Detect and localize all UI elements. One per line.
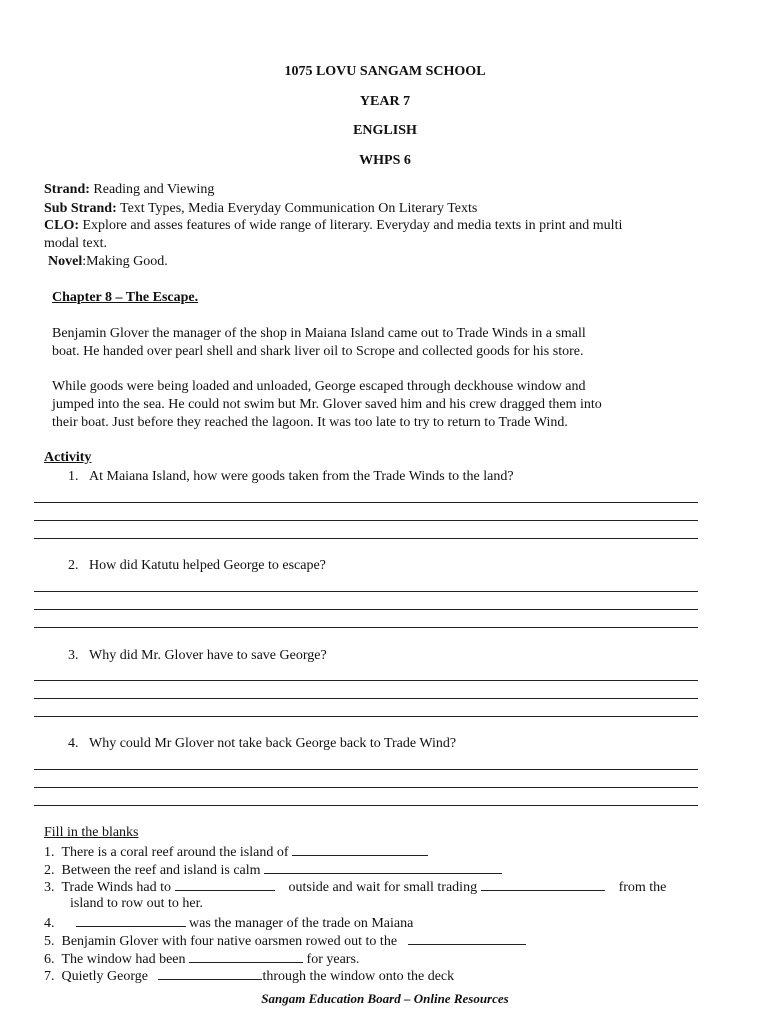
answer-line[interactable] — [34, 502, 698, 503]
para2-line2: jumped into the sea. He could not swim but Mr. Glover saved him and his crew dragged them into — [52, 397, 602, 412]
strand-label: Strand: — [44, 182, 90, 197]
fill-number: 1. — [44, 845, 55, 860]
question-text: How did Katutu helped George to escape? — [89, 558, 326, 573]
blank-field[interactable] — [189, 950, 303, 963]
fill-text: through the window onto the deck — [262, 969, 455, 984]
fill-item-4 — [44, 914, 413, 932]
question-number: 1. — [68, 469, 79, 484]
question-2 — [68, 558, 326, 574]
question-4 — [68, 736, 456, 752]
answer-line[interactable] — [34, 716, 698, 717]
fill-heading: Fill in the blanks — [44, 825, 139, 840]
blank-field[interactable] — [264, 861, 502, 874]
fill-text: Quietly George — [61, 969, 148, 984]
school-title: 1075 LOVU SANGAM SCHOOL — [284, 64, 486, 79]
question-number: 2. — [68, 558, 79, 573]
fill-item-3 — [44, 878, 666, 896]
fill-text: The window had been — [61, 952, 186, 967]
whps-title: WHPS 6 — [359, 153, 411, 168]
clo-value-cont: modal text. — [44, 236, 107, 251]
fill-item-7 — [44, 967, 454, 985]
fill-text: outside and wait for small trading — [288, 880, 478, 895]
fill-text: from the — [618, 880, 667, 895]
answer-line[interactable] — [34, 805, 698, 806]
fill-item-2 — [44, 861, 502, 879]
fill-text: There is a coral reef around the island of — [61, 845, 289, 860]
blank-field[interactable] — [175, 878, 275, 891]
answer-line[interactable] — [34, 787, 698, 788]
answer-line[interactable] — [34, 680, 698, 681]
blank-field[interactable] — [76, 914, 186, 927]
fill-item-6 — [44, 950, 359, 968]
answer-line[interactable] — [34, 769, 698, 770]
fill-item-1 — [44, 843, 428, 861]
sub-strand-label: Sub Strand: — [44, 201, 117, 216]
novel-value: :Making Good. — [82, 254, 168, 269]
question-text: Why did Mr. Glover have to save George? — [89, 648, 327, 663]
question-1 — [68, 469, 514, 485]
answer-line[interactable] — [34, 627, 698, 628]
fill-number: 5. — [44, 934, 55, 949]
question-text: Why could Mr Glover not take back George back to Trade Wind? — [89, 736, 457, 751]
fill-text: Between the reef and island is calm — [61, 863, 261, 878]
answer-line[interactable] — [34, 698, 698, 699]
fill-number: 3. — [44, 880, 55, 895]
question-3 — [68, 648, 327, 664]
para1-line2: boat. He handed over pearl shell and shark liver oil to Scrope and collected goods for his store. — [52, 344, 584, 359]
question-number: 4. — [68, 736, 79, 751]
chapter-title: Chapter 8 – The Escape. — [52, 290, 199, 305]
fill-item-5 — [44, 932, 526, 950]
sub-strand-line — [44, 201, 477, 217]
strand-line — [44, 182, 214, 198]
blank-field[interactable] — [481, 878, 605, 891]
fill-item-3-cont: island to row out to her. — [70, 896, 203, 911]
answer-line[interactable] — [34, 538, 698, 539]
novel-line — [48, 254, 168, 270]
clo-line — [44, 218, 622, 234]
activity-heading: Activity — [44, 450, 92, 465]
novel-label: Novel — [48, 254, 83, 269]
answer-line[interactable] — [34, 591, 698, 592]
question-number: 3. — [68, 648, 79, 663]
fill-number: 4. — [44, 916, 55, 931]
fill-text: Benjamin Glover with four native oarsmen rowed out to the — [61, 934, 398, 949]
blank-field[interactable] — [292, 843, 428, 856]
fill-number: 2. — [44, 863, 55, 878]
fill-number: 7. — [44, 969, 55, 984]
year-title: YEAR 7 — [359, 94, 411, 109]
answer-line[interactable] — [34, 609, 698, 610]
question-text: At Maiana Island, how were goods taken from the Trade Winds to the land? — [89, 469, 514, 484]
para2-line1: While goods were being loaded and unloaded, George escaped through deckhouse window and — [52, 379, 586, 394]
para1-line1: Benjamin Glover the manager of the shop in Maiana Island came out to Trade Winds in a small — [52, 326, 586, 341]
subject-title: ENGLISH — [353, 123, 417, 138]
clo-value: Explore and asses features of wide range of literary. Everyday and media texts in print and multi — [79, 218, 623, 233]
blank-field[interactable] — [158, 967, 262, 980]
blank-field[interactable] — [408, 932, 526, 945]
fill-text: was the manager of the trade on Maiana — [189, 916, 414, 931]
fill-text: for years. — [306, 952, 360, 967]
answer-line[interactable] — [34, 520, 698, 521]
clo-label: CLO: — [44, 218, 79, 233]
para2-line3: their boat. Just before they reached the lagoon. It was too late to try to return to Trade Wind. — [52, 415, 568, 430]
footer-text: Sangam Education Board – Online Resources — [261, 991, 509, 1006]
fill-number: 6. — [44, 952, 55, 967]
strand-value: Reading and Viewing — [89, 182, 215, 197]
sub-strand-value: Text Types, Media Everyday Communication On Literary Texts — [116, 201, 478, 216]
fill-text: Trade Winds had to — [61, 880, 171, 895]
